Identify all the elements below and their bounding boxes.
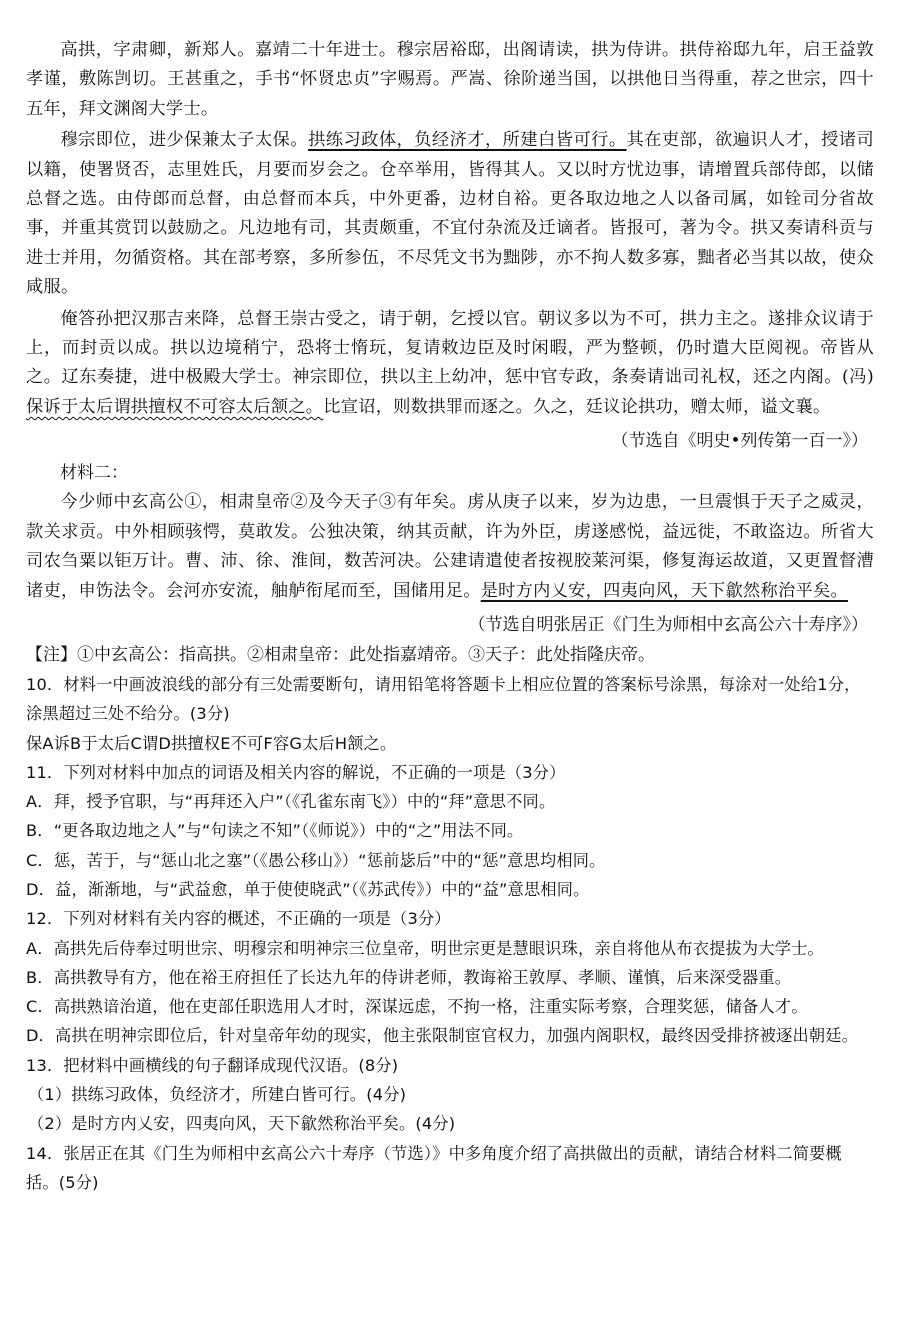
wavy-underlined-sentence: 保诉于太后谓拱擅权不可容太后颔之。: [26, 396, 324, 417]
question-13-part-1: （1）拱练习政体，负经济才，所建白皆可行。(4分): [28, 1085, 407, 1105]
material2-title: 材料二：: [60, 463, 128, 484]
material1-paragraph-3: [26, 305, 874, 423]
question-12-option-b: B．高拱教导有方，他在裕王府担任了长达九年的侍讲老师，教诲裕王敦厚、孝顺、谨慎，后来深受器重。: [26, 967, 792, 987]
paragraph-text: 其在吏部，欲遍识人才，授诸司以籍，使署贤否，志里姓氏，月要而岁会之。仓卒举用，皆得其人。又以时方忧边事，请增置兵部侍郎，以储总督之选。由侍郎而总督，由总督而本兵，中外更番，边材自裕。更各取边地之人以备司属，如铨司分省故事，并重其赏罚以鼓励之。凡边地有司，其责颇重，不宜付杂流及迁谪者。皆报可，著为令。拱又奏请科贡与进士并用，勿循资格。其在部考察，多所参伍，不尽凭文书为黜陟，亦不拘人数多寡，黜者必当其以故，使众咸服。: [26, 130, 875, 298]
question-13: 13．把材料中画横线的句子翻译成现代汉语。(8分): [26, 1055, 399, 1075]
question-11: 11．下列对材料中加点的词语及相关内容的解说，不正确的一项是（3分）: [26, 762, 566, 782]
paragraph-text: 俺答孙把汉那吉来降，总督王崇古受之，请于朝，乞授以官。朝议多以为不可，拱力主之。遂排众议请于上，而封贡以成。拱以边境稍宁，恐将士惰玩，复请敕边臣及时闲暇，严为整顿，仍时遣大臣阅视。帝皆从之。辽东奏捷，进中极殿大学士。神宗即位，拱以主上幼冲，惩中官专政，条奏请诎司礼权，还之内阁。(冯): [26, 308, 874, 388]
paragraph-text: 比宣诏，则数拱罪而逐之。久之，廷议论拱功，赠太师，谥文襄。: [323, 396, 831, 417]
question-12-option-d: D．高拱在明神宗即位后，针对皇帝年幼的现实，他主张限制宦官权力，加强内阁职权，最终因受排挤被逐出朝廷。: [26, 1026, 859, 1046]
question-14: 14．张居正在其《门生为师相中玄高公六十寿序（节选）》中多角度介绍了高拱做出的贡献，请结合材料二简要概括。(5分): [26, 1143, 842, 1192]
material1-paragraph-2: [26, 126, 874, 302]
material2-paragraph: [26, 488, 874, 606]
question-11-option-b: B．“更各取边地之人”与“句读之不知”（《师说》）中的“之”用法不同。: [26, 821, 524, 841]
underlined-sentence-1: 拱练习政体，负经济才，所建白皆可行。: [308, 130, 627, 151]
material1-paragraph-1: 高拱，字肃卿，新郑人。嘉靖二十年进士。穆宗居裕邸，出阁请读，拱为侍讲。拱侍裕邸九年，启王益敦孝谨，敷陈剀切。王甚重之，手书“怀贤忠贞”字赐焉。严嵩、徐阶递当国，以拱他日当得重，荐之世宗，四十五年，拜文渊阁大学士。: [26, 40, 874, 119]
footnote: 【注】①中玄高公：指高拱。②相肃皇帝：此处指嘉靖帝。③天子：此处指隆庆帝。: [26, 644, 655, 665]
question-12-option-c: C．高拱熟谙治道，他在吏部任职选用人才时，深谋远虑，不拘一格，注重实际考察，合理奖惩，储备人才。: [26, 997, 808, 1017]
question-10: 10．材料一中画波浪线的部分有三处需要断句，请用铅笔将答题卡上相应位置的答案标号涂黑，每涂对一处给1分，涂黑超过三处不给分。(3分): [26, 674, 861, 724]
paragraph-text: 穆宗即位，进少保兼太子太保。: [60, 130, 309, 151]
question-10-sentence: 保A诉B于太后C谓D拱擅权E不可F容G太后H颔之。: [26, 733, 397, 753]
question-11-option-a: A．拜，授予官职，与“再拜还入户”（《孔雀东南飞》）中的“拜”意思不同。: [26, 792, 556, 812]
question-11-option-c: C．惩，苦于，与“惩山北之塞”（《愚公移山》）“惩前毖后”中的“惩”意思均相同。: [26, 850, 606, 870]
question-11-option-d: D．益，渐渐地，与“武益愈，单于使使晓武”（《苏武传》）中的“益”意思相同。: [26, 879, 590, 899]
question-13-part-2: （2）是时方内乂安，四夷向风，天下歙然称治平矣。(4分): [28, 1114, 456, 1134]
material1-source: （节选自《明史•列传第一百一》）: [611, 431, 868, 452]
material2-source: （节选自明张居正《门生为师相中玄高公六十寿序》）: [468, 614, 868, 635]
paragraph-text: 今少师中玄高公①，相肃皇帝②及今天子③有年矣。虏从庚子以来，岁为边患，一旦震惧于天子之威灵，款关求贡。中外相顾骇愕，莫敢发。公独决策，纳其贡献，许为外臣，虏遂感悦，益远徙，不敢盗边。所省大司农刍粟以钜万计。曹、沛、徐、淮间，数苦河决。公建请遣使者按视胶莱河渠，修复海运故道，又更置督漕诸吏，申饬法令。会河亦安流，舳舻衔尾而至，国储用足。: [26, 492, 874, 601]
underlined-sentence-2: 是时方内乂安，四夷向风，天下歙然称治平矣。: [480, 580, 848, 601]
question-12-option-a: A．高拱先后侍奉过明世宗、明穆宗和明神宗三位皇帝，明世宗更是慧眼识珠，亲自将他从布衣提拔为大学士。: [26, 938, 824, 958]
question-12: 12．下列对材料有关内容的概述，不正确的一项是（3分）: [26, 909, 451, 929]
